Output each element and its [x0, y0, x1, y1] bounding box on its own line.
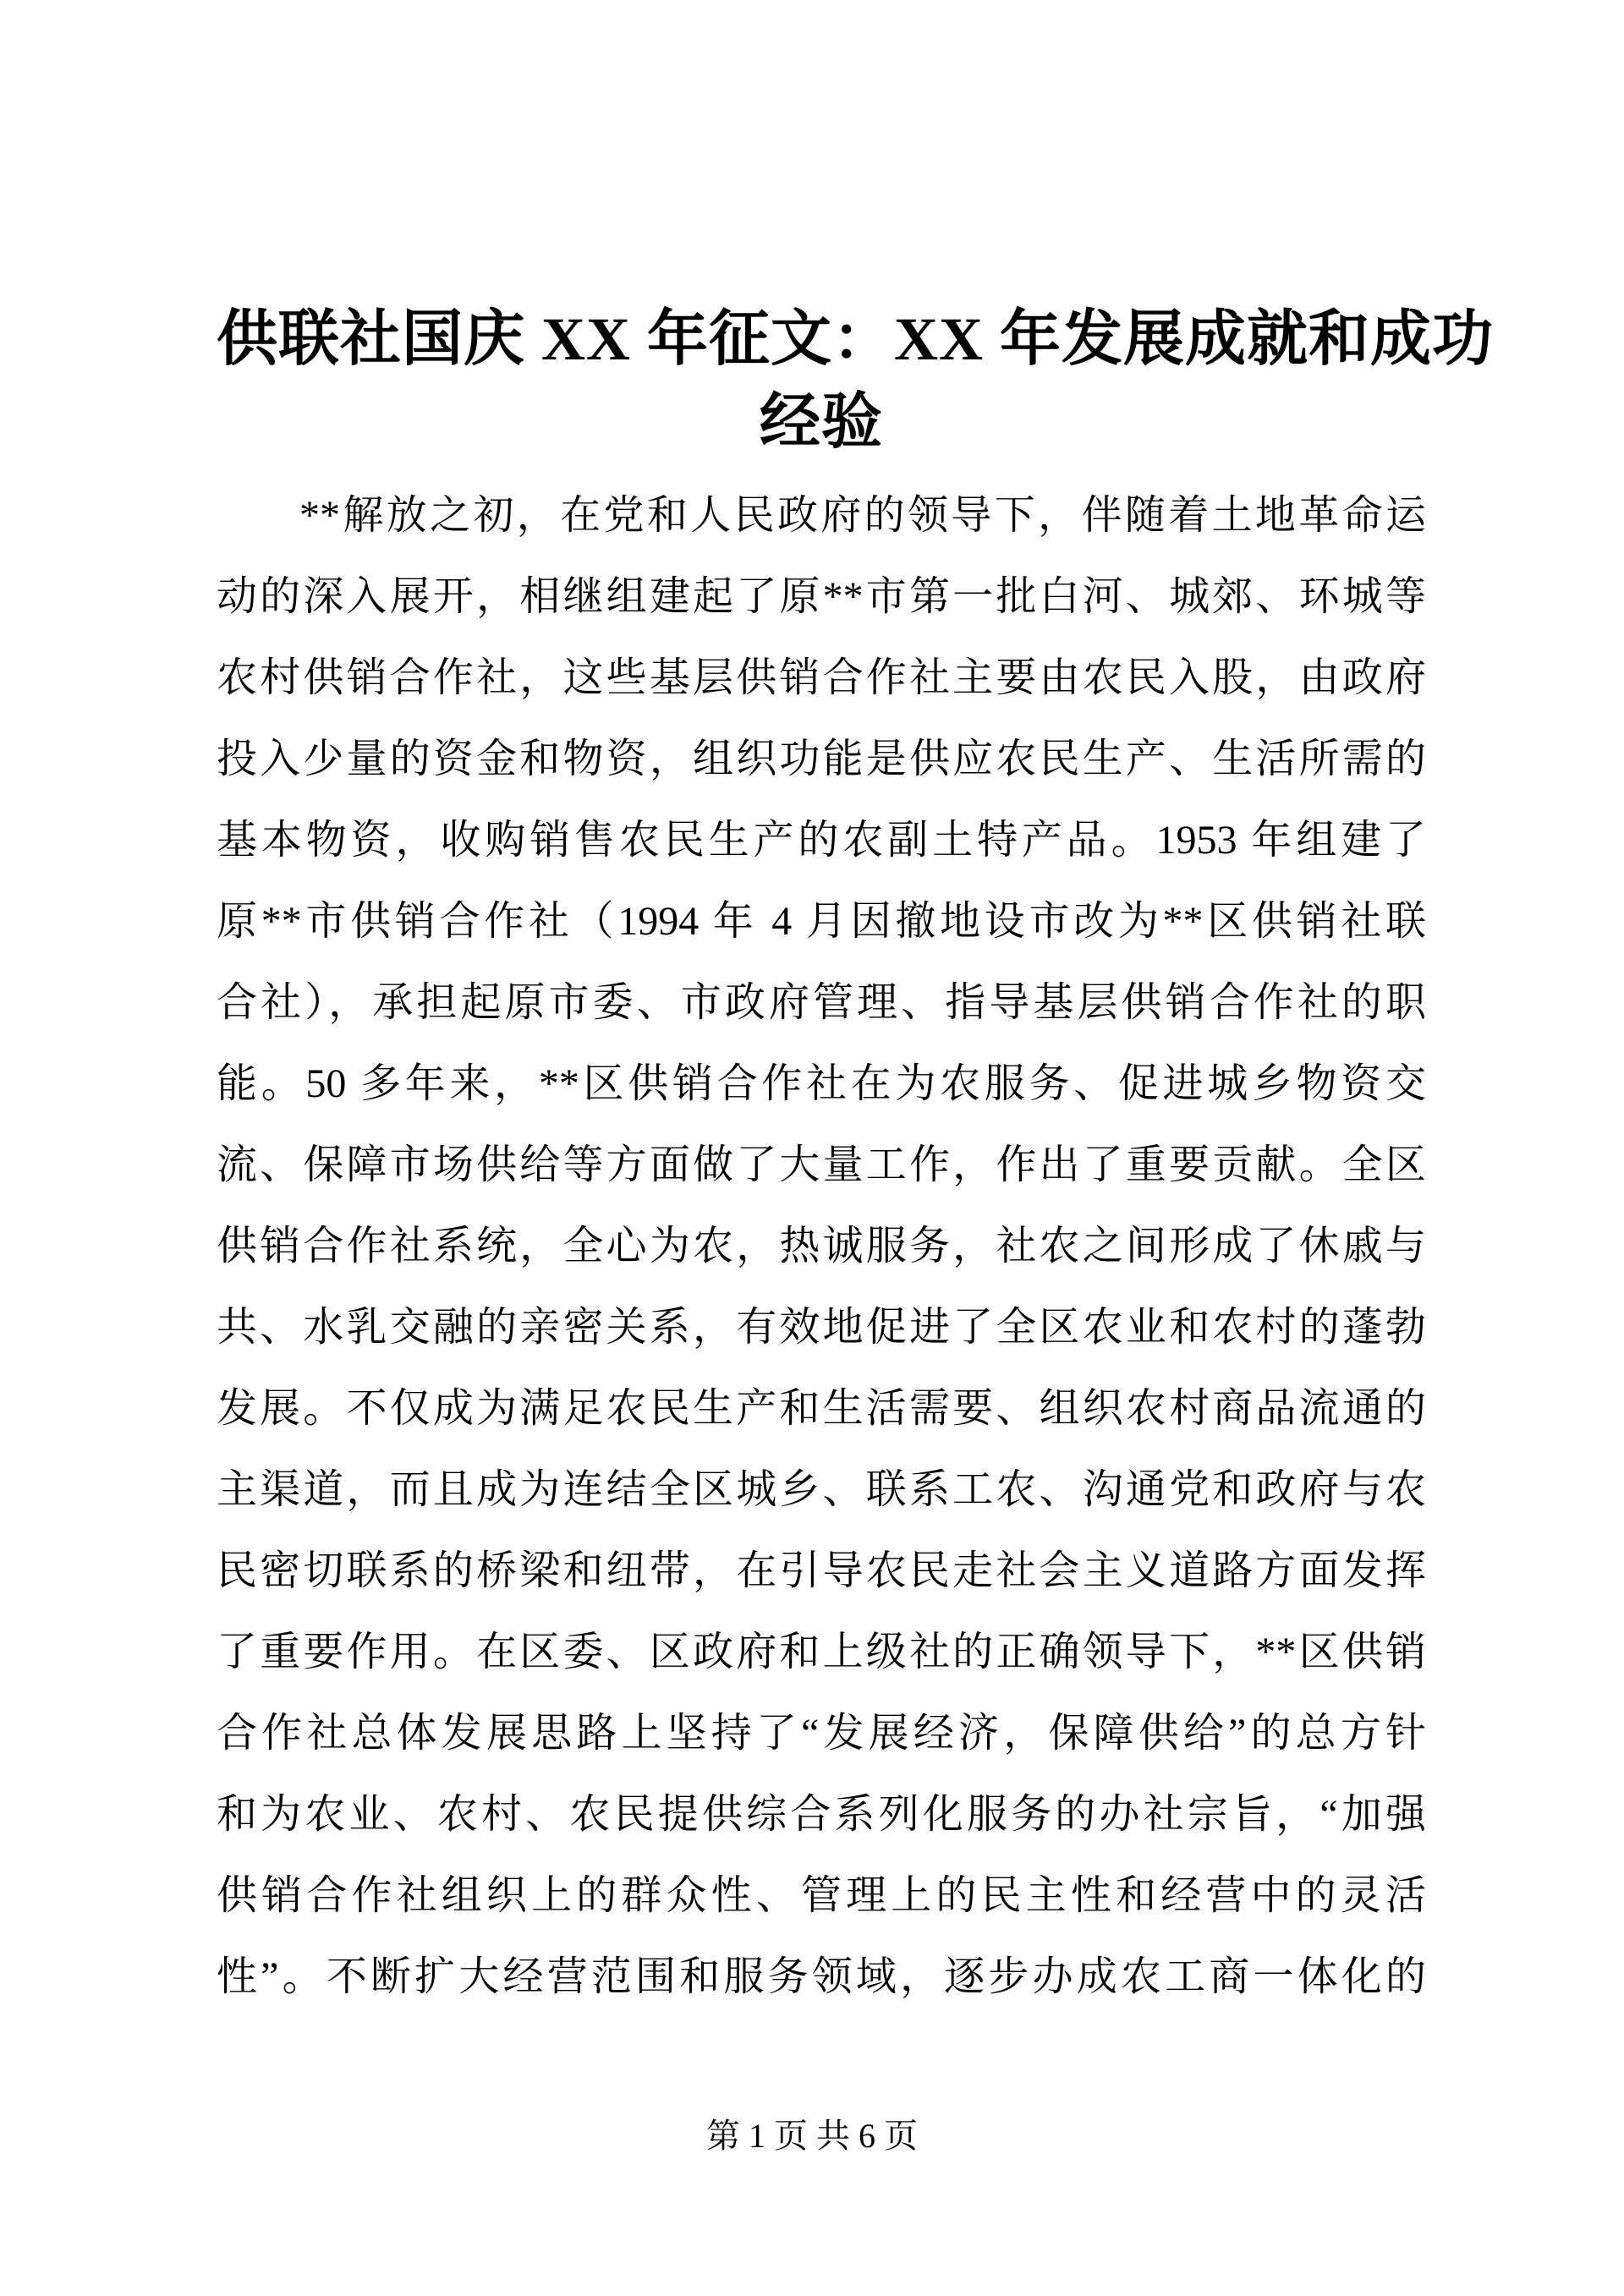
title-line-1: 供联社国庆 XX 年征文：XX 年发展成就和成功 — [217, 305, 1494, 373]
body-line-17: 和为农业、农村、农民提供综合系列化服务的办社宗旨，“加强 — [217, 1792, 1426, 1837]
body-line-1: **解放之初，在党和人民政府的领导下，伴随着土地革命运 — [299, 493, 1426, 538]
title-line-2: 经验 — [759, 388, 883, 456]
document-content — [217, 298, 1494, 2018]
page-number-label: 第 1 页 共 6 页 — [706, 2117, 918, 2155]
body-line-15: 了重要作用。在区委、区政府和上级社的正确领导下，**区供销 — [217, 1630, 1426, 1674]
body-line-10: 供销合作社系统，全心为农，热诚服务，社农之间形成了休戚与 — [217, 1224, 1426, 1269]
body-line-9: 流、保障市场供给等方面做了大量工作，作出了重要贡献。全区 — [217, 1143, 1426, 1187]
body-line-12: 发展。不仅成为满足农民生产和生活需要、组织农村商品流通的 — [217, 1386, 1426, 1431]
body-line-2: 动的深入展开，相继组建起了原**市第一批白河、城郊、环城等 — [217, 574, 1426, 619]
body-line-16: 合作社总体发展思路上坚持了“发展经济，保障供给”的总方针 — [217, 1711, 1426, 1756]
body-line-7: 合社），承担起原市委、市政府管理、指导基层供销合作社的职 — [217, 980, 1426, 1025]
body-line-19: 性”。不断扩大经营范围和服务领域，逐步办成农工商一体化的 — [217, 1954, 1426, 1999]
body-line-3: 农村供销合作社，这些基层供销合作社主要由农民入股，由政府 — [217, 655, 1426, 700]
body-line-11: 共、水乳交融的亲密关系，有效地促进了全区农业和农村的蓬勃 — [217, 1305, 1426, 1350]
body-line-18: 供销合作社组织上的群众性、管理上的民主性和经营中的灵活 — [217, 1873, 1426, 1918]
body-line-4: 投入少量的资金和物资，组织功能是供应农民生产、生活所需的 — [217, 737, 1426, 781]
body-line-8: 能。50 多年来，**区供销合作社在为农服务、促进城乡物资交 — [217, 1061, 1426, 1106]
body-line-6: 原**市供销合作社（1994 年 4 月因撤地设市改为**区供销社联 — [217, 899, 1426, 944]
body-line-13: 主渠道，而且成为连结全区城乡、联系工农、沟通党和政府与农 — [217, 1467, 1426, 1512]
body-paragraph — [217, 475, 1426, 2018]
body-line-5: 基本物资，收购销售农民生产的农副土特产品。1953 年组建了 — [217, 818, 1426, 863]
document-title — [217, 298, 1494, 463]
page-footer — [0, 2116, 1624, 2156]
body-line-14: 民密切联系的桥梁和纽带，在引导农民走社会主义道路方面发挥 — [217, 1548, 1426, 1593]
